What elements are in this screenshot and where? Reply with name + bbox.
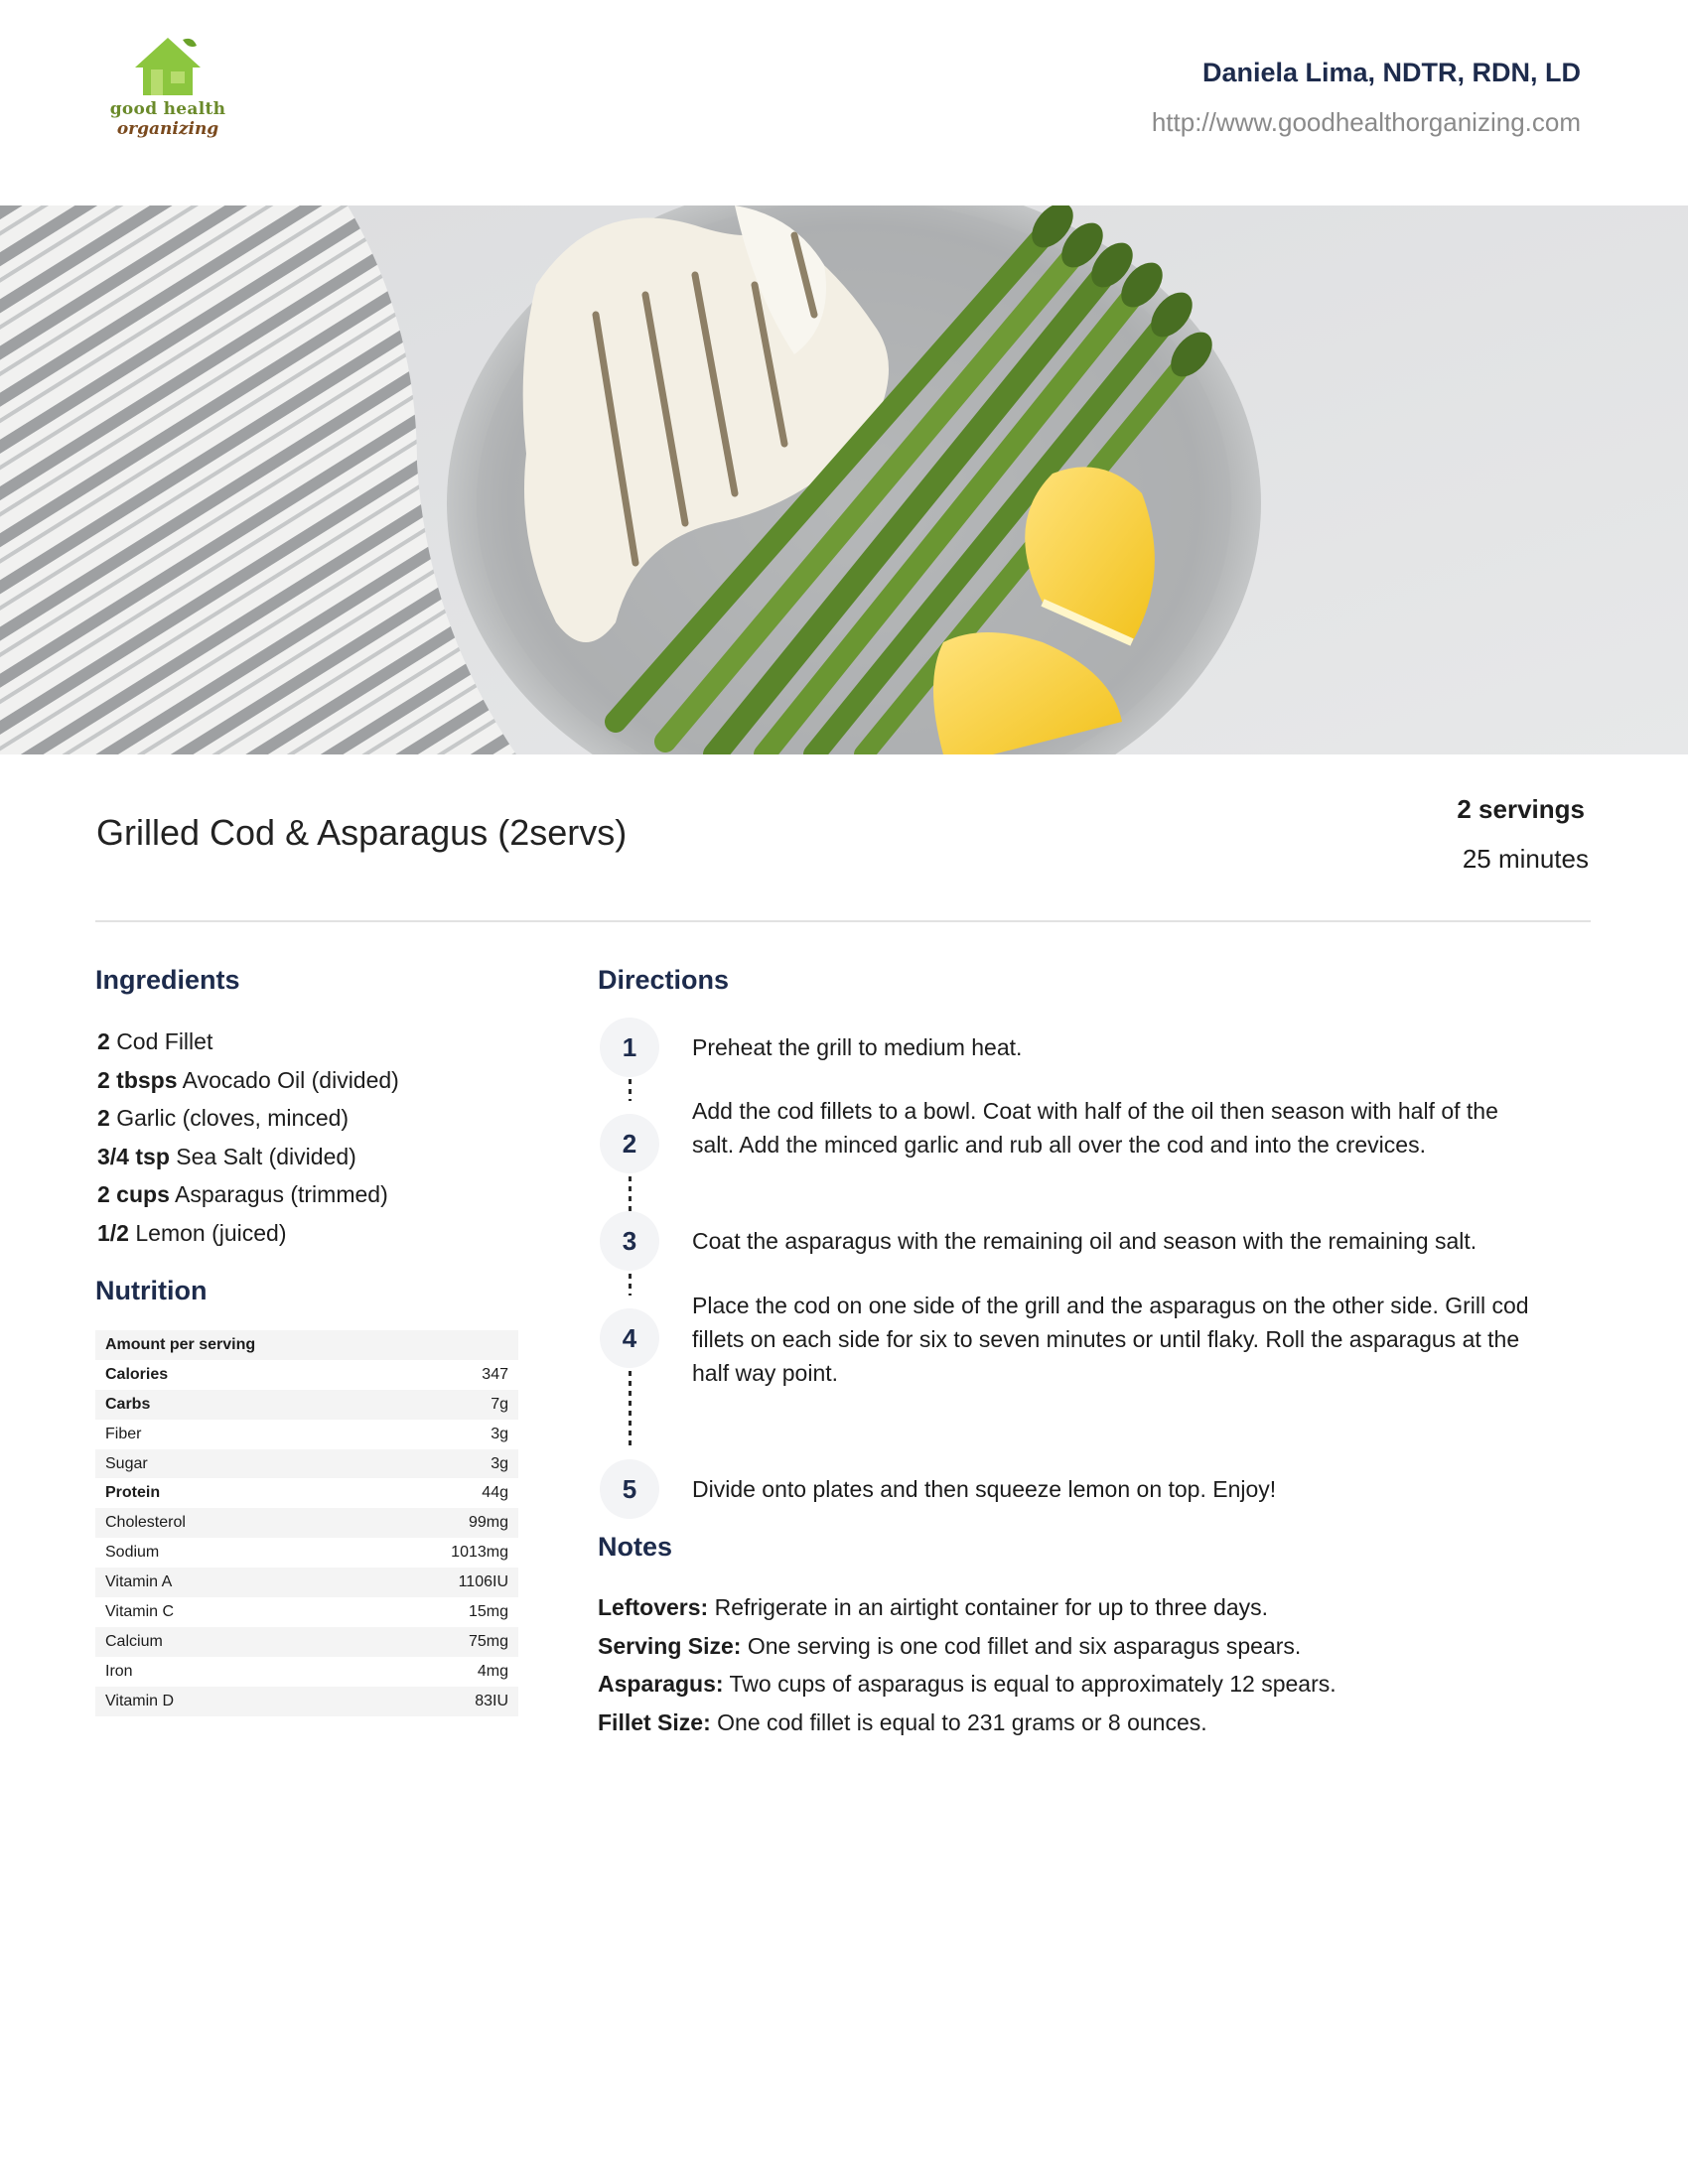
nutrition-table — [95, 1330, 518, 1716]
nutrition-label: Fiber — [105, 1425, 142, 1442]
step-number: 2 — [600, 1114, 659, 1173]
note-item — [598, 1665, 1571, 1704]
ingredient-item — [97, 1175, 534, 1214]
note-label: Leftovers: — [598, 1594, 709, 1620]
nutrition-value: 44g — [482, 1484, 508, 1502]
ingredient-qty: 3/4 tsp — [97, 1143, 170, 1169]
servings-count: 2 servings — [1457, 794, 1585, 824]
nutrition-value: 99mg — [468, 1514, 508, 1532]
nutrition-row — [95, 1568, 518, 1597]
nutrition-row — [95, 1597, 518, 1627]
nutrition-row — [95, 1508, 518, 1538]
note-item — [598, 1627, 1571, 1666]
nutrition-label: Vitamin A — [105, 1573, 173, 1591]
nutrition-heading: Nutrition — [95, 1276, 208, 1305]
note-item — [598, 1588, 1571, 1627]
ingredient-item — [97, 1099, 534, 1138]
ingredient-qty: 2 — [97, 1028, 110, 1054]
nutrition-value: 75mg — [468, 1632, 508, 1650]
grilled-cod-asparagus-photo-icon — [0, 205, 1688, 754]
nutrition-label: Sodium — [105, 1544, 160, 1562]
title-divider — [95, 920, 1591, 922]
ingredient-name: Garlic (cloves, minced) — [116, 1105, 350, 1131]
nutrition-label: Vitamin C — [105, 1602, 175, 1620]
step-number: 3 — [600, 1211, 659, 1271]
nutrition-label: Vitamin D — [105, 1692, 175, 1709]
nutrition-row — [95, 1390, 518, 1420]
step-number: 1 — [600, 1018, 659, 1077]
step-connector — [629, 1176, 632, 1214]
ingredient-name: Sea Salt (divided) — [176, 1143, 356, 1169]
nutrition-row — [95, 1627, 518, 1657]
step-connector — [629, 1274, 632, 1296]
step-text: Divide onto plates and then squeeze lemon on top. Enjoy! — [692, 1476, 1277, 1502]
step-connector — [629, 1371, 632, 1448]
note-label: Serving Size: — [598, 1632, 742, 1659]
nutrition-value: 3g — [491, 1425, 508, 1442]
website-link[interactable]: http://www.goodhealthorganizing.com — [1151, 107, 1581, 137]
note-item — [598, 1704, 1571, 1742]
author-name: Daniela Lima, NDTR, RDN, LD — [1201, 58, 1581, 87]
logo-text-line2: organizing — [116, 119, 219, 139]
nutrition-row — [95, 1330, 518, 1360]
ingredient-qty: 2 tbsps — [97, 1066, 178, 1093]
recipe-title: Grilled Cod & Asparagus (2servs) — [96, 812, 628, 853]
nutrition-value: 7g — [491, 1395, 508, 1413]
nutrition-value: 1106IU — [458, 1573, 508, 1591]
step-text: Add the cod fillets to a bowl. Coat with half of the oil then season with half of the salt. Add the minced garlic and rub all over the cod and into the crevices. — [692, 1098, 1498, 1158]
nutrition-label: Cholesterol — [105, 1514, 186, 1532]
nutrition-value: 3g — [491, 1454, 508, 1472]
ingredient-name: Avocado Oil (divided) — [182, 1066, 399, 1093]
nutrition-row — [95, 1449, 518, 1479]
nutrition-value: 15mg — [468, 1602, 508, 1620]
ingredient-item — [97, 1138, 534, 1176]
nutrition-label: Calories — [105, 1365, 169, 1383]
logo-text-line1: good health — [109, 99, 226, 119]
note-label: Asparagus: — [598, 1671, 724, 1697]
ingredients-list — [97, 1023, 534, 1252]
nutrition-row — [95, 1657, 518, 1687]
note-text: Refrigerate in an airtight container for up to three days. — [714, 1594, 1269, 1620]
step-number: 4 — [600, 1308, 659, 1368]
note-label: Fillet Size: — [598, 1708, 711, 1735]
nutrition-row — [95, 1687, 518, 1716]
nutrition-label: Carbs — [105, 1395, 151, 1413]
step-text: Preheat the grill to medium heat. — [692, 1034, 1023, 1060]
nutrition-value: 4mg — [477, 1662, 508, 1680]
note-text: Two cups of asparagus is equal to approximately 12 spears. — [729, 1671, 1336, 1697]
ingredient-qty: 2 — [97, 1105, 110, 1131]
note-text: One serving is one cod fillet and six asparagus spears. — [747, 1632, 1302, 1659]
nutrition-label: Amount per serving — [105, 1335, 256, 1353]
ingredient-name: Lemon (juiced) — [135, 1219, 287, 1246]
nutrition-label: Calcium — [105, 1632, 163, 1650]
nutrition-row — [95, 1360, 518, 1390]
nutrition-row — [95, 1478, 518, 1508]
ingredient-item — [97, 1061, 534, 1100]
prep-time: 25 minutes — [1462, 844, 1589, 874]
ingredient-item — [97, 1023, 534, 1061]
nutrition-row — [95, 1538, 518, 1568]
ingredient-name: Cod Fillet — [116, 1028, 213, 1054]
nutrition-row — [95, 1420, 518, 1449]
nutrition-label: Sugar — [105, 1454, 148, 1472]
ingredient-qty: 1/2 — [97, 1219, 129, 1246]
nutrition-label: Protein — [105, 1484, 161, 1502]
nutrition-value: 83IU — [475, 1692, 508, 1709]
nutrition-label: Iron — [105, 1662, 133, 1680]
notes-heading: Notes — [598, 1532, 673, 1562]
step-connector — [629, 1079, 632, 1101]
directions-heading: Directions — [598, 965, 730, 995]
nutrition-value: 1013mg — [451, 1544, 508, 1562]
ingredient-qty: 2 cups — [97, 1181, 170, 1207]
house-logo-icon — [131, 36, 205, 97]
notes-list — [598, 1588, 1571, 1741]
brand-logo — [103, 36, 232, 155]
step-number: 5 — [600, 1459, 659, 1519]
step-text: Coat the asparagus with the remaining oil and season with the remaining salt. — [692, 1228, 1477, 1254]
step-text: Place the cod on one side of the grill and the asparagus on the other side. Grill cod fillets on each side for six to seven minutes or until flaky. Roll the asparagus at the half way point. — [692, 1293, 1529, 1386]
ingredients-heading: Ingredients — [95, 965, 240, 995]
nutrition-value: 347 — [482, 1365, 508, 1383]
note-text: One cod fillet is equal to 231 grams or 8 ounces. — [717, 1708, 1207, 1735]
ingredient-item — [97, 1214, 534, 1253]
ingredient-name: Asparagus (trimmed) — [175, 1181, 388, 1207]
hero-photo — [0, 205, 1688, 754]
